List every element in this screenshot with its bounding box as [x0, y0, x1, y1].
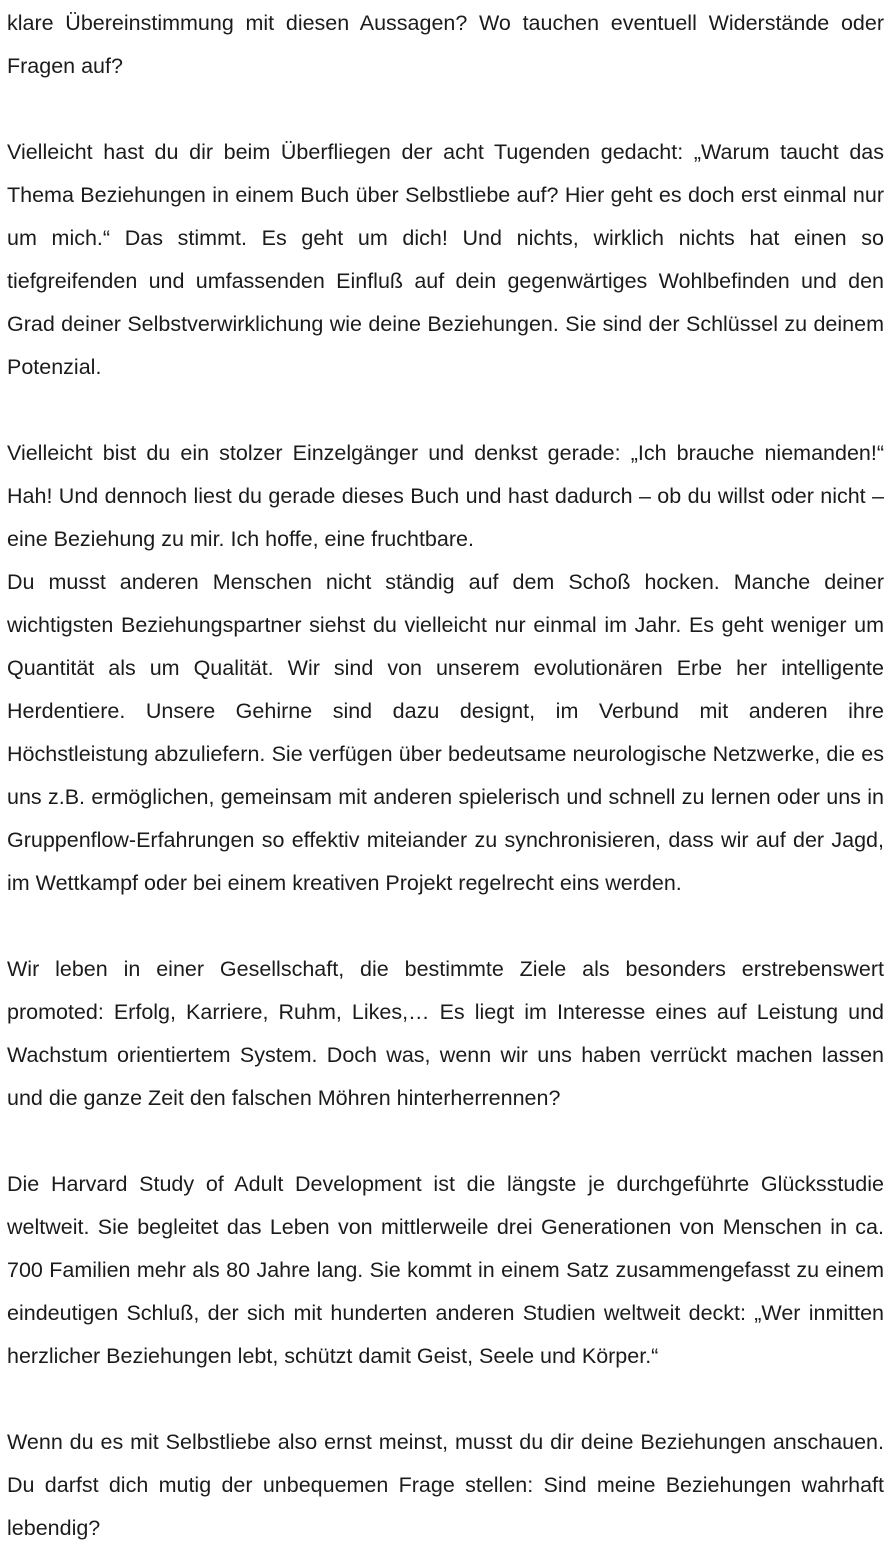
paragraph: Wenn du es mit Selbstliebe also ernst meinst, musst du dir deine Beziehungen anschauen. Du darfst dich mutig der unbequemen Frage stellen: Sind meine Beziehungen wahrhaft lebendig? [7, 1430, 884, 1540]
paragraph: Vielleicht bist du ein stolzer Einzelgänger und denkst gerade: „Ich brauche niemanden!“ Hah! Und dennoch liest du gerade dieses Buch und hast dadurch – ob du willst oder nicht – eine Beziehung zu mir. Ich hoffe, eine fruchtbare. [7, 441, 884, 551]
paragraph: Die Harvard Study of Adult Development ist die längste je durchgeführte Glücksstudie weltweit. Sie begleitet das Leben von mittlerweile drei Generationen von Menschen in ca. 700 Familien mehr als 80 Jahre lang. Sie kommt in einem Satz zusammengefasst zu einem eindeutigen Schluß, der sich mit hunderten anderen Studien weltweit deckt: „Wer inmitten herzlicher Beziehungen lebt, schützt damit Geist, Seele und Körper.“ [7, 1172, 884, 1368]
paragraph: Vielleicht hast du dir beim Überfliegen der acht Tugenden gedacht: „Warum taucht das Thema Beziehungen in einem Buch über Selbstliebe auf? Hier geht es doch erst einmal nur um mich.“ Das stimmt. Es geht um dich! Und nichts, wirklich nichts hat einen so tiefgreifenden und umfassenden Einfluß auf dein gegenwärtiges Wohlbefinden und den Grad deiner Selbstverwirklichung wie deine Beziehungen. Sie sind der Schlüssel zu deinem Potenzial. [7, 140, 884, 379]
paragraph-continuation: klare Übereinstimmung mit diesen Aussagen? Wo tauchen eventuell Widerstände oder Fragen auf? [7, 11, 884, 78]
paragraph: Wir leben in einer Gesellschaft, die bestimmte Ziele als besonders erstrebenswert promoted: Erfolg, Karriere, Ruhm, Likes,… Es liegt im Interesse eines auf Leistung und Wachstum orientiertem System. Doch was, wenn wir uns haben verrückt machen lassen und die ganze Zeit den falschen Möhren hinterherrennen? [7, 957, 884, 1110]
paragraph: Du musst anderen Menschen nicht ständig auf dem Schoß hocken. Manche deiner wichtigsten Beziehungspartner siehst du vielleicht nur einmal im Jahr. Es geht weniger um Quantität als um Qualität. Wir sind von unserem evolutionären Erbe her intelligente Herdentiere. Unsere Gehirne sind dazu designt, im Verbund mit anderen ihre Höchstleistung abzuliefern. Sie verfügen über bedeutsame neurologische Netzwerke, die es uns z.B. ermöglichen, gemeinsam mit anderen spielerisch und schnell zu lernen oder uns in Gruppenflow-Erfahrungen so effektiv miteiander zu synchronisieren, dass wir auf der Jagd, im Wettkampf oder bei einem kreativen Projekt regelrecht eins werden. [7, 570, 884, 895]
